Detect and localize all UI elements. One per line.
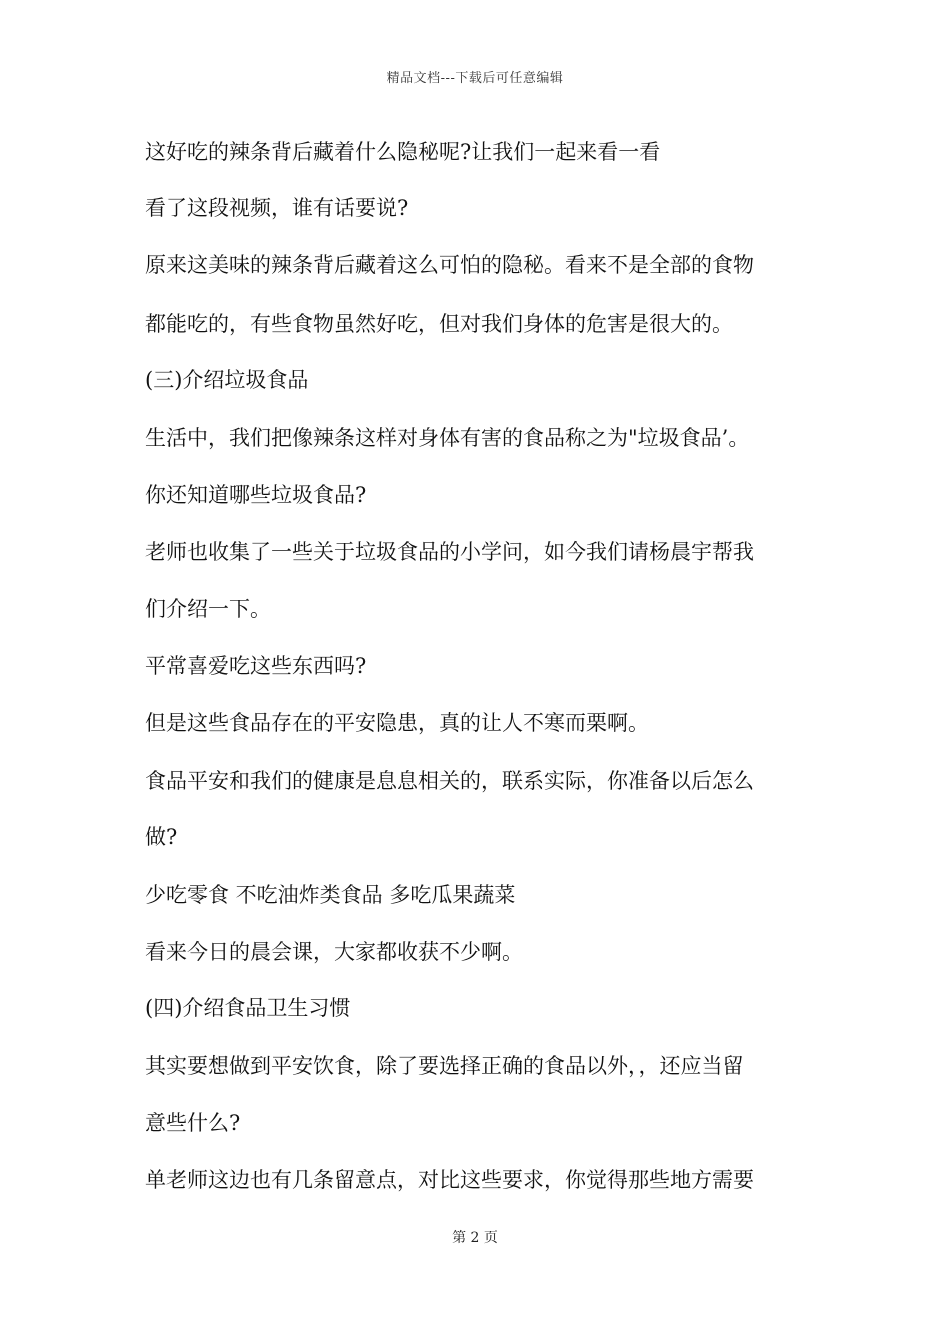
text-line: 都能吃的，有些食物虽然好吃，但对我们身体的危害是很大的。 [145,312,733,336]
text-line: 生活中，我们把像辣条这样对身体有害的食品称之为"垃圾食品’。 [145,426,750,450]
text-line: 意些什么? [145,1111,241,1135]
section-heading: (四)介绍食品卫生习惯 [145,996,351,1020]
text-line: 看了这段视频，谁有话要说? [145,196,409,220]
section-heading: (三)介绍垃圾食品 [145,368,309,392]
text-line: 原来这美味的辣条背后藏着这么可怕的隐秘。看来不是全部的食物 [145,253,754,277]
text-line: 但是这些食品存在的平安隐患，真的让人不寒而栗啊。 [145,711,649,735]
text-line: 其实要想做到平安饮食，除了要选择正确的食品以外，，还应当留 [145,1054,744,1078]
page-header: 精品文档---下载后可任意编辑 [386,71,564,86]
text-line: 你还知道哪些垃圾食品? [145,483,367,507]
text-line: 们介绍一下。 [145,597,271,621]
page-number: 第 2 页 [452,1230,498,1246]
text-line: 看来今日的晨会课，大家都收获不少啊。 [145,940,523,964]
text-line: 老师也收集了一些关于垃圾食品的小学问，如今我们请杨晨宇帮我 [145,540,754,564]
text-line: 单老师这边也有几条留意点，对比这些要求，你觉得那些地方需要 [145,1168,754,1192]
text-line: 平常喜爱吃这些东西吗? [145,654,367,678]
text-line: 食品平安和我们的健康是息息相关的，联系实际，你准备以后怎么 [145,769,754,793]
text-line: 做? [145,825,178,849]
text-line: 少吃零食 不吃油炸类食品 多吃瓜果蔬菜 [145,883,516,907]
text-line: 这好吃的辣条背后藏着什么隐秘呢?让我们一起来看一看 [145,140,661,164]
